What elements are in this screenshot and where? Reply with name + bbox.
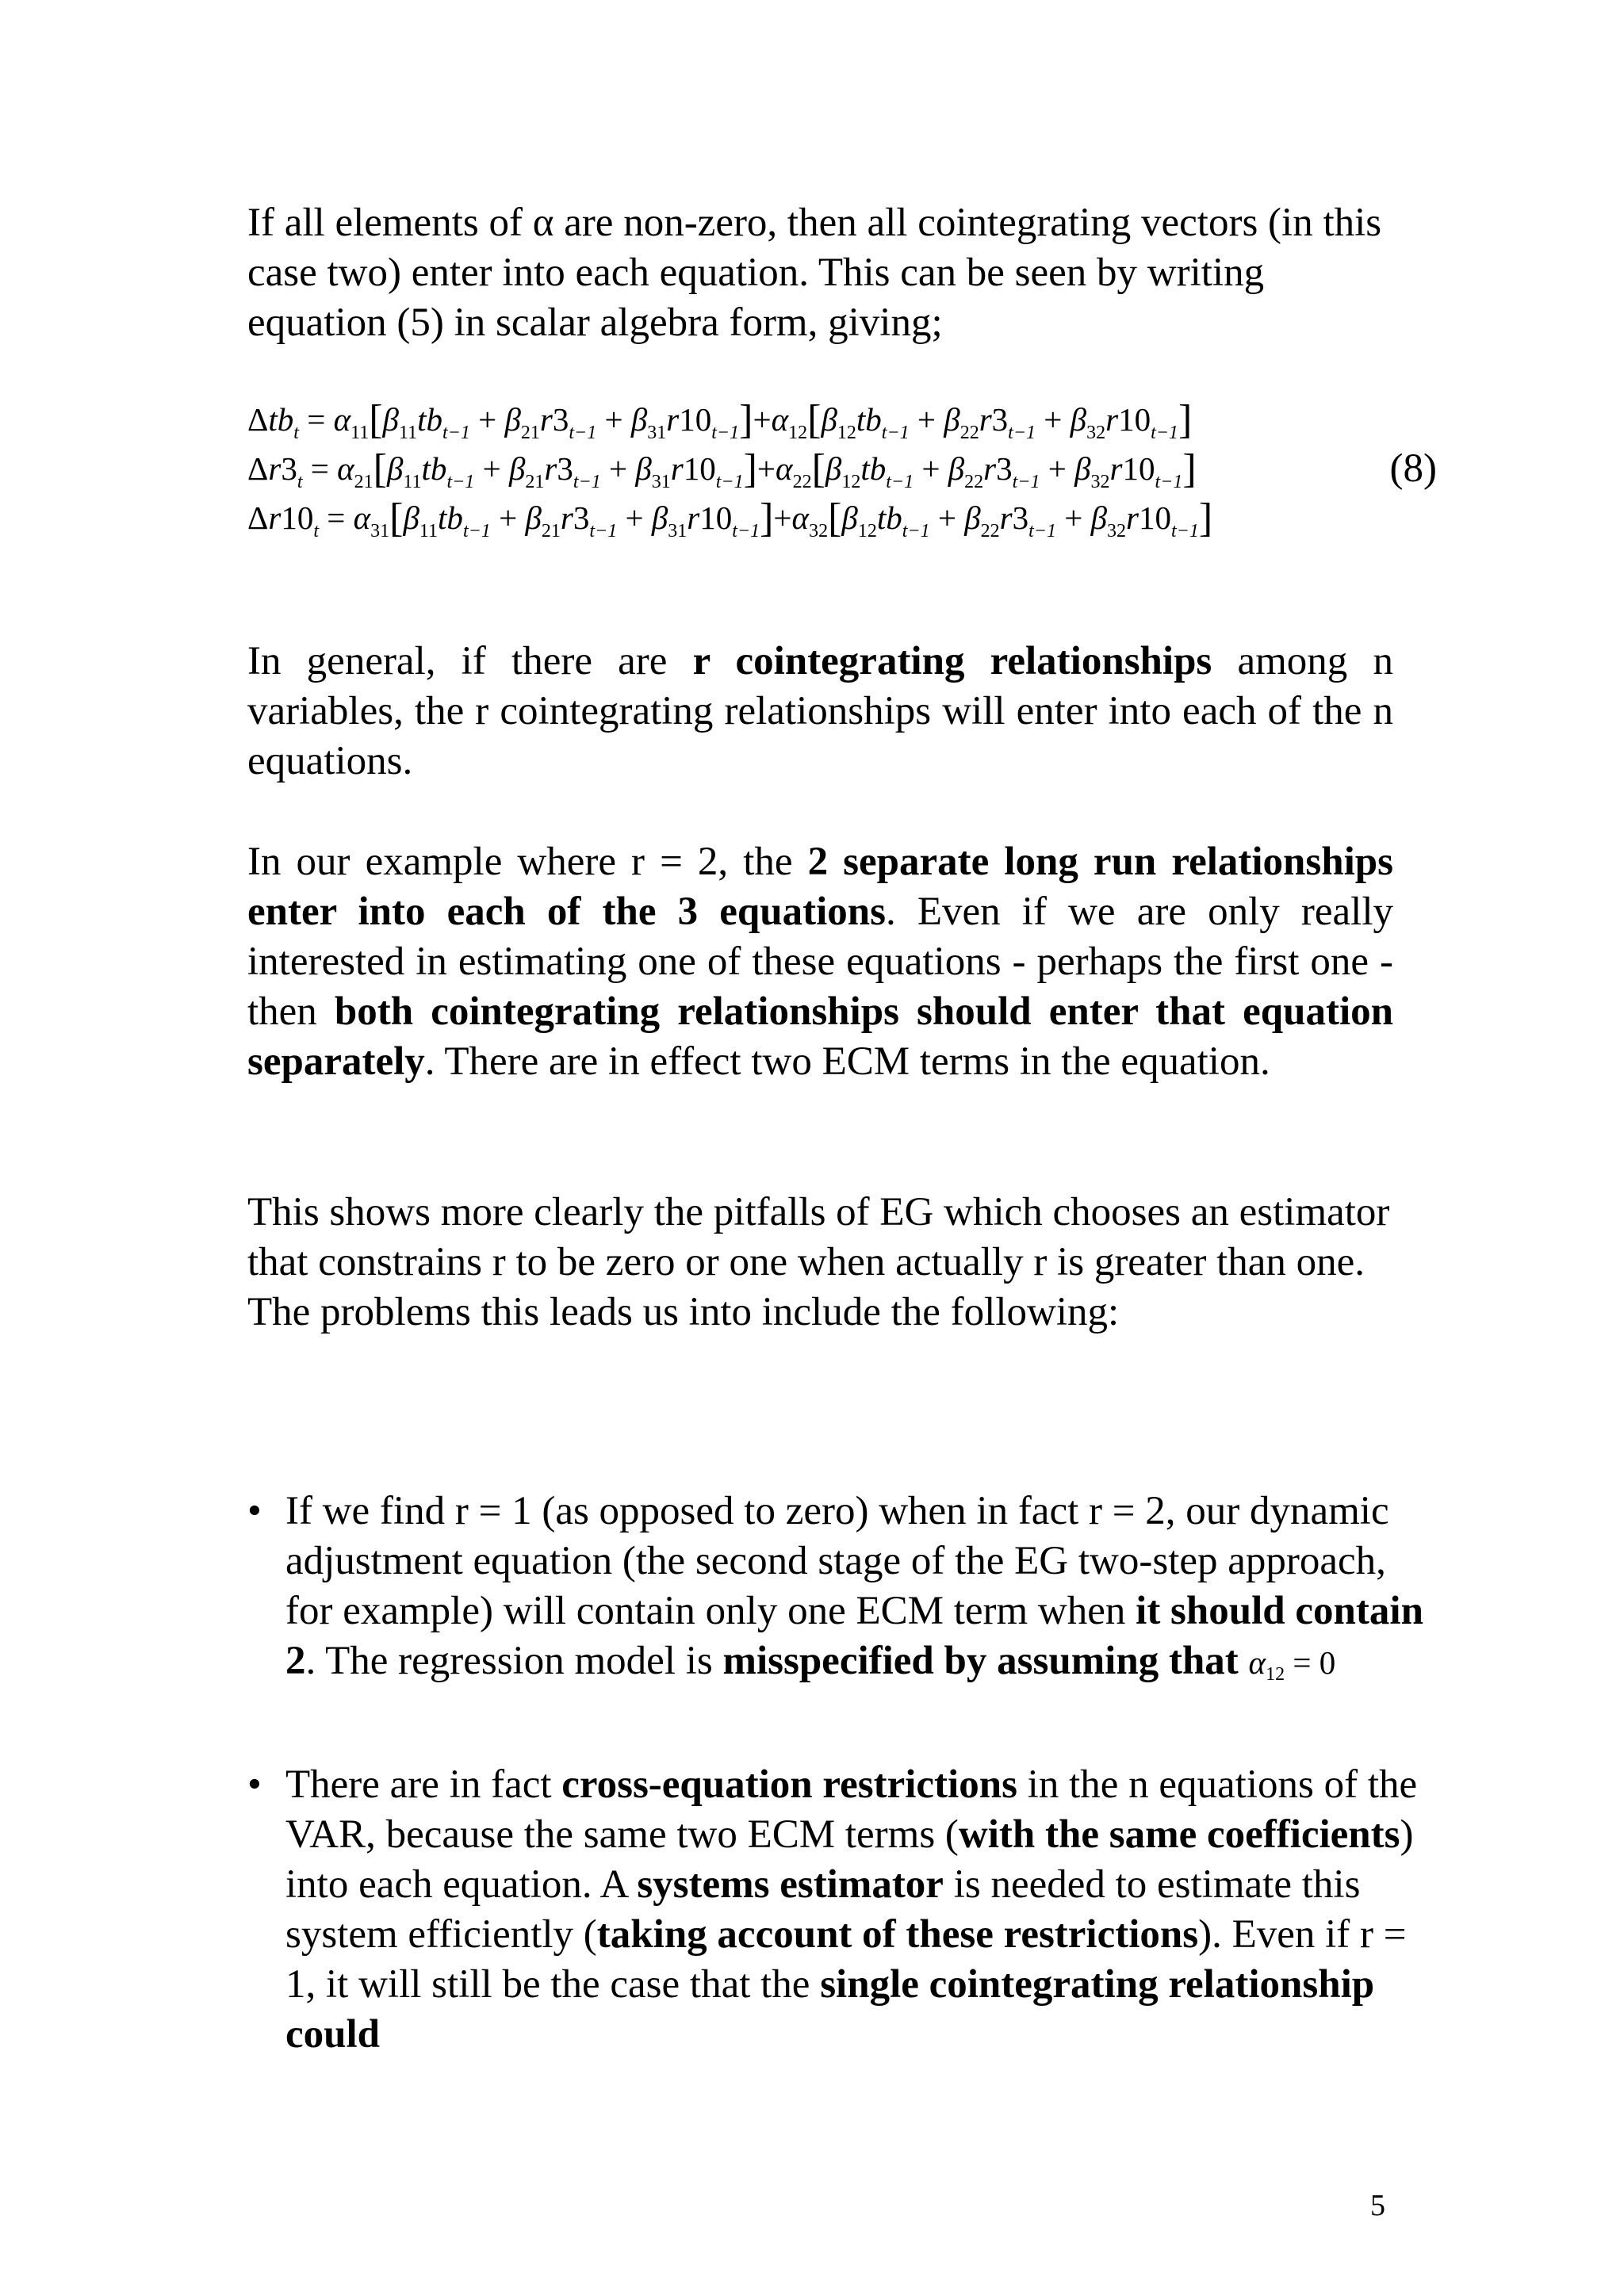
inline-formula: [1248, 1644, 1336, 1685]
equation-token: +: [773, 499, 792, 536]
equation-delta-r3: [247, 444, 1393, 493]
equation-token: 3: [573, 499, 590, 536]
equation-token: ]: [739, 397, 753, 442]
equation-subscript: 32: [809, 521, 829, 541]
equation-subscript: t−1: [881, 423, 910, 443]
equation-token: β: [630, 401, 648, 438]
equation-token: β: [508, 450, 526, 487]
equation-token: 3: [991, 401, 1009, 438]
equation-token: [: [828, 496, 842, 541]
bold-text: systems estimator: [637, 1862, 944, 1907]
equation-subscript: t: [313, 521, 320, 541]
equation-token: 10: [699, 499, 733, 536]
equation-token: α: [776, 450, 793, 487]
equation-token: 10: [679, 401, 712, 438]
equation-token: +: [753, 401, 772, 438]
equation-token: tb: [438, 499, 463, 536]
equation-subscript: t−1: [711, 423, 740, 443]
equation-subscript: 31: [668, 521, 688, 541]
equation-token: 10: [281, 499, 314, 536]
equation-subscript: 32: [1107, 521, 1127, 541]
equation-subscript: 22: [792, 472, 812, 492]
equation-token: r: [268, 499, 282, 536]
equation-token: β: [1090, 499, 1108, 536]
bold-text: misspecified by assuming that: [722, 1639, 1239, 1683]
equation-token: β: [944, 401, 960, 438]
text-span: is needed to estimate this system efficiently (: [285, 1862, 1361, 1957]
equation-token: r: [999, 499, 1013, 536]
equation-subscript: t−1: [732, 521, 760, 541]
equation-token: β: [821, 401, 837, 438]
equation-token: [: [389, 496, 404, 541]
equation-token: r: [983, 450, 997, 487]
equation-number: (8): [1389, 446, 1437, 491]
text-span: . Even if we are only really interested in estimating one of these equations - perhaps the first one - then: [247, 890, 1393, 1034]
text-span: If all elements of: [247, 201, 533, 245]
equation-token: [: [811, 446, 825, 492]
equation-token: +: [474, 450, 509, 487]
text-span: In general, if there are: [247, 639, 693, 683]
equation-token: ]: [760, 496, 774, 541]
equation-token: =: [319, 499, 354, 536]
paragraph-general: [247, 637, 1393, 786]
equation-token: tb: [417, 401, 442, 438]
equation-subscript: t: [293, 423, 299, 443]
equation-token: Δ: [247, 401, 269, 438]
equation-token: ]: [1198, 496, 1213, 541]
equation-subscript: 21: [520, 423, 540, 443]
equation-token: 3: [552, 401, 569, 438]
equation-token: 3: [281, 450, 297, 487]
equation-token: β: [525, 499, 542, 536]
equation-token: β: [964, 499, 981, 536]
equation-token: r: [666, 401, 680, 438]
equation-token: 10: [1139, 499, 1172, 536]
equation-subscript: 22: [980, 521, 1000, 541]
equation-token: Δ: [247, 499, 269, 536]
equation-subscript: 11: [350, 423, 370, 443]
bullet-text: [285, 1760, 1429, 2060]
equation-subscript: 12: [788, 423, 808, 443]
equation-subscript: 31: [647, 423, 667, 443]
text-span: . There are in effect two ECM terms in the equation.: [424, 1039, 1270, 1084]
bullet-marker: •: [247, 1762, 262, 1807]
equation-token: ]: [1178, 397, 1193, 442]
equation-token: tb: [421, 450, 447, 487]
equation-subscript: 12: [841, 472, 861, 492]
alpha-symbol: α: [532, 201, 554, 245]
equation-token: α: [771, 401, 789, 438]
equation-subscript: t−1: [1012, 472, 1040, 492]
equation-subscript: t−1: [1008, 423, 1036, 443]
equation-token: β: [635, 450, 652, 487]
equation-token: α: [353, 499, 371, 536]
equation-subscript: t−1: [1171, 521, 1199, 541]
equation-token: β: [825, 450, 842, 487]
equation-delta-r10: [247, 493, 1393, 542]
equation-token: =: [302, 450, 338, 487]
equation-subscript: t−1: [1028, 521, 1056, 541]
equation-token: r: [1126, 499, 1139, 536]
equation-subscript: 11: [398, 423, 418, 443]
equation-token: r: [268, 450, 282, 487]
equation-token: β: [504, 401, 521, 438]
equation-token: tb: [268, 401, 294, 438]
equation-subscript: 31: [370, 521, 390, 541]
equation-token: r: [560, 499, 573, 536]
equation-token: =: [298, 401, 334, 438]
bold-text: it should contain 2: [285, 1589, 1423, 1683]
equation-token: β: [1070, 401, 1087, 438]
equation-subscript: t−1: [902, 521, 930, 541]
bold-text: single cointegrating relationship could: [285, 1962, 1375, 2057]
equation-token: 3: [996, 450, 1013, 487]
equation-token: tb: [860, 450, 887, 487]
subscript: 12: [1266, 1664, 1285, 1685]
equation-subscript: 31: [651, 472, 671, 492]
bold-text: both cointegrating relationships should enter that equation separately: [247, 989, 1393, 1084]
equation-token: 10: [1118, 401, 1151, 438]
equation-token: ]: [1182, 446, 1197, 492]
equation-subscript: t−1: [886, 472, 914, 492]
equation-token: β: [651, 499, 668, 536]
text-span: . The regression model is: [305, 1639, 723, 1683]
equation-subscript: 12: [857, 521, 877, 541]
bold-text: 2 separate long run relationships enter into each of the 3 equations: [247, 840, 1393, 934]
paragraph-pitfalls: This shows more clearly the pitfalls of EG which chooses an estimator that constrains r to be zero or one when actually r is greater than one. The problems this leads us into include the following:: [247, 1190, 1390, 1334]
bullet-list-item: [247, 1760, 1429, 2060]
equation-token: α: [337, 450, 354, 487]
equation-subscript: 32: [1086, 423, 1106, 443]
equation-subscript: 22: [964, 472, 984, 492]
equation-token: α: [791, 499, 810, 536]
equation-token: 3: [1012, 499, 1029, 536]
equation-subscript: t: [297, 472, 303, 492]
bold-text: with the same coefficients: [958, 1812, 1400, 1857]
text-span: ). Even if r = 1, it will still be the case that the: [285, 1912, 1407, 2007]
equation-token: [: [369, 397, 383, 442]
equation-token: β: [841, 499, 858, 536]
equation-token: β: [948, 450, 965, 487]
equation-token: 3: [557, 450, 573, 487]
equation-token: [: [373, 446, 387, 492]
equation-token: +: [756, 450, 776, 487]
equation-subscript: t−1: [1151, 423, 1178, 443]
text-span: are non-zero, then all cointegrating vectors (in this case two) enter into each equation. This can be seen by writing equation (5) in scalar algebra form, giving;: [247, 201, 1382, 345]
bullet-marker: •: [247, 1489, 262, 1533]
equation-token: [: [807, 397, 822, 442]
equation-delta-tb: [247, 395, 1393, 444]
equation-token: +: [909, 401, 944, 438]
equation-token: β: [387, 450, 404, 487]
equation-subscript: t−1: [573, 472, 601, 492]
equation-token: r: [1109, 450, 1123, 487]
equation-token: +: [469, 401, 505, 438]
equation-subscript: 11: [419, 521, 439, 541]
equation-subscript: 12: [837, 423, 856, 443]
equation-token: +: [596, 401, 631, 438]
equation-subscript: 21: [525, 472, 545, 492]
paragraph-intro: [247, 198, 1393, 348]
equation-subscript: 21: [354, 472, 373, 492]
equation-token: β: [1074, 450, 1091, 487]
equation-token: r: [544, 450, 557, 487]
bold-text: taking account of these restrictions: [596, 1912, 1199, 1957]
equation-subscript: t−1: [569, 423, 597, 443]
equation-block-8: [247, 395, 1437, 542]
text-span: in the n equations of the VAR, because the same two ECM terms (: [285, 1762, 1418, 1857]
equation-token: +: [490, 499, 526, 536]
text-span: There are in fact: [285, 1762, 562, 1807]
page-number: 5: [1370, 2189, 1385, 2222]
equation-token: r: [979, 401, 992, 438]
equation-token: +: [914, 450, 948, 487]
equation-subscript: t−1: [715, 472, 744, 492]
equation-token: r: [539, 401, 553, 438]
equation-token: +: [1040, 450, 1075, 487]
equation-token: Δ: [247, 450, 269, 487]
equation-token: +: [600, 450, 636, 487]
equation-subscript: 11: [403, 472, 422, 492]
equation-token: 10: [683, 450, 716, 487]
text-span: among n variables, the r cointegrating relationships will enter into each of the n equations.: [247, 639, 1393, 783]
equation-token: r: [687, 499, 700, 536]
text-span: In our example where r = 2, the: [247, 840, 808, 884]
equation-token: tb: [856, 401, 882, 438]
paragraph-example: [247, 837, 1393, 1087]
formula-text: = 0: [1285, 1644, 1336, 1681]
equation-subscript: 21: [541, 521, 561, 541]
alpha-symbol: α: [1248, 1644, 1266, 1681]
equation-token: r: [1105, 401, 1119, 438]
equation-subscript: 32: [1090, 472, 1110, 492]
equation-subscript: t−1: [446, 472, 475, 492]
equation-token: ]: [743, 446, 757, 492]
equation-subscript: t−1: [589, 521, 618, 541]
equation-token: β: [403, 499, 419, 536]
equation-subscript: 22: [959, 423, 979, 443]
equation-token: α: [333, 401, 351, 438]
equation-token: 10: [1122, 450, 1155, 487]
equation-token: +: [617, 499, 652, 536]
equation-token: +: [1036, 401, 1071, 438]
bullet-list-item: [247, 1487, 1429, 1688]
equation-token: r: [670, 450, 684, 487]
text-span: If we find r = 1 (as opposed to zero) when in fact r = 2, our dynamic adjustment equation (the second stage of the EG two-step approach, for example) will contain only one ECM term when: [285, 1489, 1389, 1633]
bold-text: r cointegrating relationships: [692, 639, 1212, 683]
equation-token: β: [382, 401, 399, 438]
equation-token: +: [929, 499, 965, 536]
equation-subscript: t−1: [462, 521, 491, 541]
bold-text: cross-equation restrictions: [561, 1762, 1017, 1807]
equation-subscript: t−1: [1155, 472, 1183, 492]
text-span: ) into each equation. A: [285, 1812, 1414, 1907]
equation-token: tb: [876, 499, 902, 536]
equation-subscript: t−1: [442, 423, 470, 443]
bullet-text: [285, 1487, 1429, 1688]
equation-token: +: [1056, 499, 1091, 536]
